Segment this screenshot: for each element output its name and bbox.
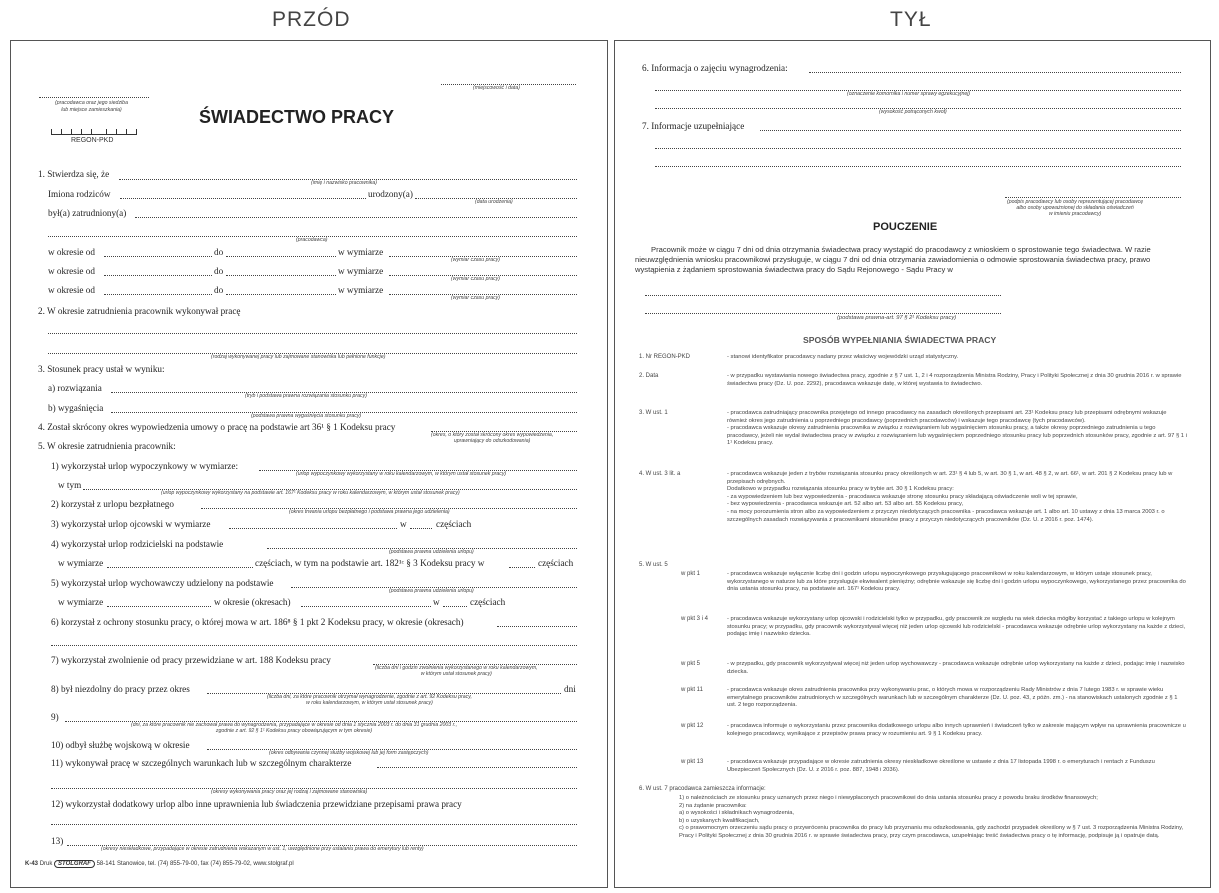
- regon-label: REGON-PKD: [71, 137, 114, 144]
- period-3-from[interactable]: [104, 294, 212, 295]
- court-field[interactable]: [645, 295, 1001, 296]
- regon-boxes[interactable]: [51, 129, 137, 135]
- special-field[interactable]: [377, 767, 577, 768]
- document-title: ŚWIADECTWO PRACY: [199, 107, 394, 127]
- period-1-to[interactable]: [226, 256, 336, 257]
- protection-field-2[interactable]: [51, 645, 577, 646]
- parental-182-field[interactable]: [509, 567, 535, 568]
- parents-field[interactable]: [120, 198, 366, 199]
- employer-field-1[interactable]: [135, 217, 577, 218]
- back-item-7-label: 7. Informacje uzupełniające: [642, 121, 745, 131]
- pouczenie-title: POUCZENIE: [873, 221, 938, 233]
- parents-label: Imiona rodziców: [48, 189, 111, 199]
- supplementary-field-2[interactable]: [655, 148, 1181, 149]
- supplementary-field-3[interactable]: [655, 166, 1181, 167]
- back-item-6-label: 6. Informacja o zajęciu wynagrodzenia:: [642, 63, 788, 73]
- paternity-field[interactable]: [229, 528, 397, 529]
- front-page: (miejscowość i data) (pracodawca oraz jego siedziba lub miejsce zamieszkania) REGON-PKD ŚWIADECTWO PRACY 1. Stwierdza się, że (imię i nazwisko pracownika) Imiona rodziców urodzony(a) (data urodzenia) był(a) zatrudniony(a) (pracodawca) w okresie od do w wymiarze (wymiar czasu pracy) w okresie od do w wymiarze (wymiar czasu pracy) w okresie od do w wymiarze (wymiar czasu pracy) 2. W okresie zatrudnienia pracownik wykonywał pracę (rodzaj wykonywanej pracy lub zajmowane stanowiska lub pełnione funkcje) 3. Stosunek pracy ustał w wyniku: a) rozwiązania (tryb i podstawa prawna rozwiązania stosunku pracy) b) wygaśnięcia (podstawa prawna wygaśnięcia stosunku pracy) 4. Został skrócony okres wypowiedzenia umowy o pracę na podstawie art 36¹ § 1 Kodeksu pracy (okres, o który został skrócony okres wypowiedzenia, uprawniający do odszkodowania) 5. W okresie zatrudnienia pracownik: 1) wykorzystał urlop wypoczynkowy w wymiarze: (urlop wypoczynkowy wykorzystany w roku kalendarzowym, w którym ustał stosunek pracy) w tym (urlop wypoczynkowy wykorzystany na podstawie art. 167¹ Kodeksu pracy w roku kalendarzowym, w którym ustał stosunek pracy) 2) korzystał z urlopu bezpłatnego (okres trwania urlopu bezpłatnego i podstawa prawna jego udzielenia) 3) wykorzystał urlop ojcowski w wymiarze w częściach 4) wykorzystał urlop rodzicielski na podstawie (podstawa prawna udzielenia urlopu) w wymiarze częściach, w tym na podstawie art. 182¹ᶜ § 3 Kodeksu pracy w częściach 5) wykorzystał urlop wychowawczy udzielony na podstawie (podstawa prawna udzielenia urlopu) w wymiarze w okresie (okresach) w częściach 6) korzystał z ochrony stosunku pracy, o której mowa w art. 186⁸ § 1 pkt 2 Kodeksu pracy, w okresie (okresach) 7) wykorzystał zwolnienie od pracy przewidziane w art. 188 Kodeksu pracy (liczba dni i godzin zwolnienia wykorzystanego w roku kalendarzowym, w którym ustał stosunek pracy) 8) był niezdolny do pracy przez okres dni (liczba dni, za które pracownik otrzymał wynagrodzenie, zgodnie z art. 92 Kodeksu pracy, w roku kalendarzowym, w którym ustał stosunek pracy) 9) (dni, za które pracownik nie zachował prawa do wynagrodzenia, przypadające w okresie od dnia 1 stycznia 2003 r. do dnia 31 grudnia 2003 r., zgodnie z art. 92 § 1¹ Kodeksu pracy obowiązującym w tym okresie) 10) odbył służbę wojskową w okresie (okres odbywania czynnej służby wojskowej lub jej form zastępczych) 11) wykonywał pracę w szczególnych warunkach lub w szczególnym charakterze (okresy wykonywania pracy oraz jej rodzaj i zajmowane stanowiska) 12) wykorzystał dodatkowy urlop albo inne uprawnienia lub świadczenia przewidziane przepisami prawa pracy 13) (okresy nieskładkowe, przypadające w okresie zatrudnienia wskazanym w ust. 1, uwzględnione przy ustalaniu prawa do emerytury lub renty) K-43 Druk STOLGRAF 58-141 Stanowice, tel. (74) 855-79-00, fax (74) 855-79-02, www.stolgraf.pl: [10, 40, 608, 888]
- item-2-label: 2. W okresie zatrudnienia pracownik wykonywał pracę: [38, 306, 241, 316]
- period-2-to[interactable]: [226, 275, 336, 276]
- footer: K-43 Druk STOLGRAF 58-141 Stanowice, tel. (74) 855-79-00, fax (74) 855-79-02, www.stolgraf.pl: [25, 861, 294, 867]
- legal-basis-caption: (podstawa prawna-art. 97 § 2¹ Kodeksu pracy): [837, 315, 957, 321]
- supplementary-field[interactable]: [760, 130, 1181, 131]
- item-3-label: 3. Stosunek pracy ustał w wyniku:: [38, 364, 165, 374]
- childcare-period-field[interactable]: [301, 606, 431, 607]
- item-4-label: 4. Został skrócony okres wypowiedzenia umowy o pracę na podstawie art 36¹ § 1 Kodeksu pracy: [38, 422, 396, 432]
- court-field-2[interactable]: [645, 313, 1001, 314]
- back-header: TYŁ: [890, 8, 932, 31]
- employer-caption: (pracodawca oraz jego siedziba lub miejsce zamieszkania): [55, 100, 128, 113]
- item-5-label: 5. W okresie zatrudnienia pracownik:: [38, 441, 176, 451]
- place-date-caption: (miejscowość i data): [473, 85, 520, 91]
- front-header: PRZÓD: [272, 8, 351, 31]
- period-3-to[interactable]: [226, 294, 336, 295]
- signature-caption: (podpis pracodawcy lub osoby reprezentującej pracodawcę albo osoby upoważnionej do składania oświadczeń w imieniu pracodawcy): [1007, 199, 1144, 217]
- signature-field[interactable]: [1005, 197, 1181, 198]
- stolgraf-logo: STOLGRAF: [54, 860, 95, 868]
- protection-field[interactable]: [497, 626, 577, 627]
- parental-dim-field[interactable]: [107, 567, 253, 568]
- extra-leave-field[interactable]: [51, 824, 577, 825]
- childcare-parts-field[interactable]: [443, 606, 467, 607]
- item-1-label: 1. Stwierdza się, że: [38, 169, 110, 179]
- paternity-parts-field[interactable]: [410, 528, 432, 529]
- born-label: urodzony(a): [368, 189, 413, 199]
- period-2-from[interactable]: [104, 275, 212, 276]
- employed-label: był(a) zatrudniony(a): [48, 208, 127, 218]
- childcare-dim-field[interactable]: [107, 606, 211, 607]
- garnishment-field[interactable]: [809, 72, 1181, 73]
- method-title: SPOSÓB WYPEŁNIANIA ŚWIADECTWA PRACY: [803, 335, 997, 345]
- period-1-from[interactable]: [104, 256, 212, 257]
- job-field-1[interactable]: [48, 333, 577, 334]
- back-page: 6. Informacja o zajęciu wynagrodzenia: (oznaczenie komornika i numer sprawy egzekucyjnej) (wysokość potrąconych kwot) 7. Informacje uzupełniające (podpis pracodawcy lub osoby reprezentującej pracodawcę albo osoby upoważnionej do składania oświadczeń w imieniu pracodawcy) POUCZENIE Pracownik może w ciągu 7 dni od dnia otrzymania świadectwa pracy wystąpić do pracodawcy z wnioskiem o sprostowanie tego świadectwa. W razie nieuwzględnienia wniosku pracownikowi przysługuje, w ciągu 7 dni od dnia otrzymania zawiadomienia o odmowie sprostowania świadectwa pracy, prawo wystąpienia z żądaniem sprostowania świadectwa pracy do Sądu Rejonowego - Sądu Pracy w (podstawa prawna-art. 97 § 2¹ Kodeksu pracy) SPOSÓB WYPEŁNIANIA ŚWIADECTWA PRACY 1. Nr REGON-PKD - stanowi identyfikator pracodawcy nadany przez właściwy wojewódzki urząd statystyczny. 2. Data - w przypadku wystawiania nowego świadectwa pracy, zgodnie z § 7 ust. 1, 2 i 4 rozporządzenia Ministra Rodziny, Pracy i Polityki Społecznej z dnia 30 grudnia 2016 r. w sprawie świadectwa pracy (Dz. U. poz. 2292), pracodawca wskazuje datę, w której wystawia to świadectwo. 3. W ust. 1 - pracodawca zatrudniający pracownika przejętego od innego pracodawcy na zasadach określonych przepisami art. 23¹ Kodeksu pracy lub przepisami odrębnymi wskazuje również okres jego zatrudnienia u poprzedniego pracodawcy (poprzednich pracodawców) i wskazuje tego pracodawcę (tych pracodawców). - pracodawca wskazuje okresy zatrudnienia pracownika w związku z rozwiązaniem lub wygaśnięciem stosunku pracy, a także okresy poprzedniego zatrudnienia u tego pracodawcy, jeżeli nie wydał świadectwa pracy w związku z rozwiązaniem lub wygaśnięciem poprzedniego stosunku pracy lub poprzednich stosunków pracy, zgodnie z art. 97 § 1 i 1¹ Kodeksu pracy. 4. W ust. 3 lit. a - pracodawca wskazuje jeden z trybów rozwiązania stosunku pracy określonych w art. 23¹ § 4 lub 5, w art. 30 § 1, w art. 48 § 2, w art. 66¹, w art. 201 § 2 Kodeksu pracy lub w przepisach odrębnych. Dodatkowo w przypadku rozwiązania stosunku pracy w trybie art. 30 § 1 Kodeksu pracy: - za wypowiedzeniem lub bez wypowiedzenia - pracodawca wskazuje stronę stosunku pracy składającą oświadczenie woli w tej sprawie, - bez wypowiedzenia - pracodawca wskazuje art. 52 albo art. 53 albo art. 55 Kodeksu pracy, - na mocy porozumienia stron albo za wypowiedzeniem z przyczyn niedotyczących pracownika - pracodawca wskazuje art. 1 albo art. 10 ustawy z dnia 13 marca 2003 r. o szczególnych zasadach rozwiązywania z pracownikami stosunków pracy z przyczyn niedotyczących pracowników (Dz. U. z 2016 r. poz. 1474). 5. W ust. 5 w pkt 1 - pracodawca wskazuje wyłącznie liczbę dni i godzin urlopu wypoczynkowego przysługującego pracownikowi w roku kalendarzowym, w którym ustaje stosunek pracy, wykorzystanego w naturze lub za które przysługuje ekwiwalent pieniężny; odrębnie wskazuje się liczbę dni i godzin urlopu wypoczynkowego, wykorzystanego przez pracownika do dnia ustania stosunku pracy, na podstawie art. 167¹ Kodeksu pracy. w pkt 3 i 4 - pracodawca wskazuje wykorzystany urlop ojcowski i rodzicielski tylko w przypadku, gdy pracownik ze względu na wiek dziecka mógłby korzystać z takiego urlopu w kolejnym stosunku pracy; w przypadku, gdy pracownik wykorzystywał więcej niż jeden urlop ojcowski lub rodzicielski - pracodawca wskazuje odrębnie urlop wykorzystany na każde z dzieci, podając imię i nazwisko dziecka. w pkt 5 - w przypadku, gdy pracownik wykorzystywał więcej niż jeden urlop wychowawczy - pracodawca wskazuje odrębnie urlop wykorzystany na każde z dzieci, podając imię i nazwisko dziecka. w pkt 11 - pracodawca wskazuje okres zatrudnienia pracownika przy wykonywaniu prac, o których mowa w rozporządzeniu Rady Ministrów z dnia 7 lutego 1983 r. w sprawie wieku emerytalnego pracowników zatrudnionych w szczególnych warunkach lub w szczególnym charakterze (Dz. U. poz. 43, z późn. zm.) - na stanowiskach ustalonych zgodnie z § 1 ust. 2 tego rozporządzenia. w pkt 12 - pracodawca informuje o wykorzystaniu przez pracownika dodatkowego urlopu albo innych uprawnień i świadczeń tylko w zakresie mającym wpływ na uprawnienia pracownicze u kolejnego pracodawcy, wynikające z przepisów prawa pracy w rozumieniu art. 9 § 1 Kodeksu pracy. w pkt 13 - pracodawca wskazuje przypadające w okresie zatrudnienia okresy nieskładkowe określone w ustawie z dnia 17 listopada 1998 r. o emeryturach i rentach z Funduszu Ubezpieczeń Społecznych (Dz. U. z 2016 r. poz. 887, 1948 i 2036). 6. W ust. 7 pracodawca zamieszcza informacje: 1) o należnościach ze stosunku pracy uznanych przez niego i niewypłaconych pracownikowi do dnia ustania stosunku pracy z powodu braku środków finansowych; 2) na żądanie pracownika: a) o wysokości i składnikach wynagrodzenia, b) o uzyskanych kwalifikacjach, c) o prawomocnym orzeczeniu sądu pracy o przywróceniu pracownika do pracy lub przyznaniu mu odszkodowania, gdy zachodzi przypadek określony w § 7 ust. 3 rozporządzenia Ministra Rodziny, Pracy i Polityki Społecznej z dnia 30 grudnia 2016 r. w sprawie świadectwa pracy, przy czym pracodawca, uzupełniając treść świadectwa pracy o tę informację, podpisuje ją i opatruje datą.: [614, 40, 1211, 888]
- pouczenie-text: Pracownik może w ciągu 7 dni od dnia otrzymania świadectwa pracy wystąpić do pracodawcy z wnioskiem o sprostowanie tego świadectwa. W razie nieuwzględnienia wniosku pracownikowi przysługuje, w ciągu 7 dni od dnia otrzymania zawiadomienia o odmowie sprostowania świadectwa pracy, prawo wystąpienia z żądaniem sprostowania świadectwa pracy do Sądu Rejonowego - Sądu Pracy w: [635, 245, 1151, 274]
